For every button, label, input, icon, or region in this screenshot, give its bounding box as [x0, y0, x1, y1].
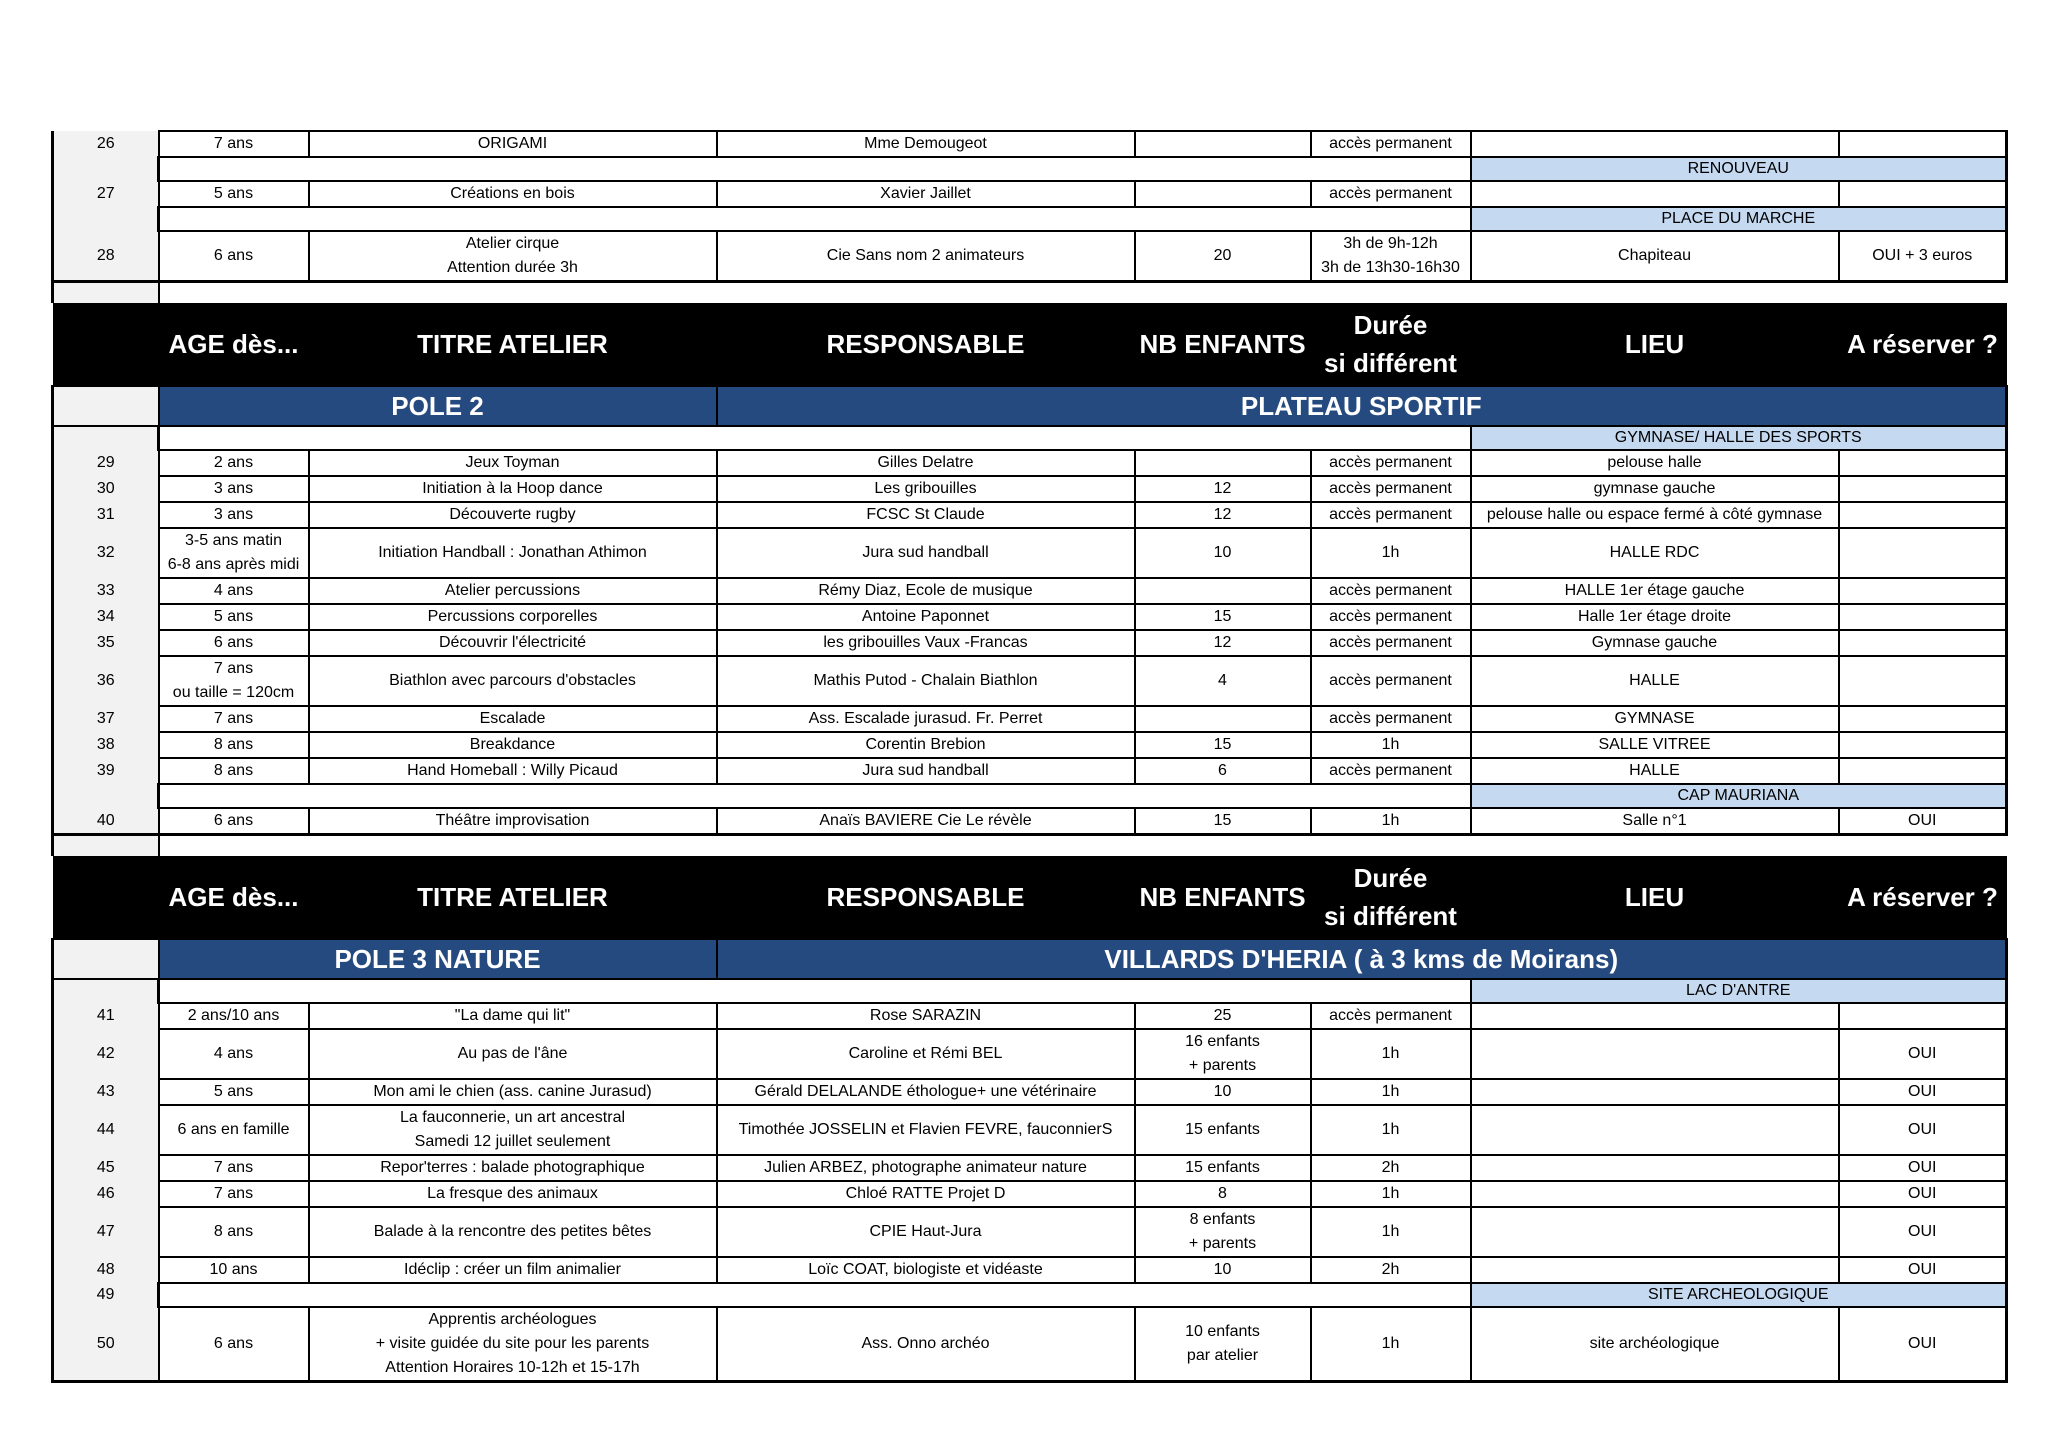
row-number-cell: 33: [53, 578, 159, 604]
age-cell: 6 ans: [159, 808, 309, 835]
duree-cell: accès permanent: [1311, 1003, 1471, 1029]
header-duree: Durée si différent: [1311, 856, 1471, 939]
age-cell: 3 ans: [159, 476, 309, 502]
age-cell: 3-5 ans matin 6-8 ans après midi: [159, 528, 309, 578]
separator-cell: [159, 282, 2007, 304]
lieu-cell: SALLE VITREE: [1471, 732, 1839, 758]
reserver-cell: [1839, 476, 2007, 502]
responsable-cell: Mathis Putod - Chalain Biathlon: [717, 656, 1135, 706]
duree-cell: 2h: [1311, 1155, 1471, 1181]
titre-cell: Mon ami le chien (ass. canine Jurasud): [309, 1079, 717, 1105]
nb-enfants-cell: [1135, 706, 1311, 732]
duree-cell: accès permanent: [1311, 758, 1471, 784]
sub-location-row: [53, 1283, 2007, 1307]
lieu-cell: site archéologique: [1471, 1307, 1839, 1382]
activity-row: [53, 1029, 2007, 1079]
row-number-cell: [53, 979, 159, 1003]
age-cell: 7 ans: [159, 706, 309, 732]
titre-cell: Balade à la rencontre des petites bêtes: [309, 1207, 717, 1257]
duree-cell: 1h: [1311, 808, 1471, 835]
row-number-cell: 44: [53, 1105, 159, 1155]
row-number-cell: 46: [53, 1181, 159, 1207]
titre-cell: Apprentis archéologues + visite guidée du site pour les parents Attention Horaires 10-12h et 15-17h: [309, 1307, 717, 1382]
header-duree: Durée si différent: [1311, 303, 1471, 386]
row-number-cell: 34: [53, 604, 159, 630]
lieu-cell: [1471, 1181, 1839, 1207]
responsable-cell: Mme Demougeot: [717, 131, 1135, 157]
activity-row: [53, 1181, 2007, 1207]
row-number-cell: 38: [53, 732, 159, 758]
row-number-cell: 49: [53, 1283, 159, 1307]
blank-cell: [159, 979, 1471, 1003]
activity-row: [53, 1105, 2007, 1155]
responsable-cell: Corentin Brebion: [717, 732, 1135, 758]
responsable-cell: Caroline et Rémi BEL: [717, 1029, 1135, 1079]
header-block-2: [53, 835, 2007, 980]
nb-enfants-cell: 12: [1135, 630, 1311, 656]
separator-cell: [159, 835, 2007, 857]
row-number-cell: 35: [53, 630, 159, 656]
nb-enfants-cell: 25: [1135, 1003, 1311, 1029]
sub-location-row: [53, 207, 2007, 231]
row-number-cell: [53, 426, 159, 450]
age-cell: 10 ans: [159, 1257, 309, 1283]
pole2-name: POLE 2: [159, 386, 717, 426]
row-number-cell: 30: [53, 476, 159, 502]
nb-enfants-cell: 4: [1135, 656, 1311, 706]
pole-title-row: [53, 939, 2007, 979]
titre-cell: Hand Homeball : Willy Picaud: [309, 758, 717, 784]
responsable-cell: Anaïs BAVIERE Cie Le révèle: [717, 808, 1135, 835]
titre-cell: Créations en bois: [309, 181, 717, 207]
column-header-row: [53, 303, 2007, 386]
row-number-cell: [53, 157, 159, 181]
lieu-cell: HALLE: [1471, 656, 1839, 706]
titre-cell: La fresque des animaux: [309, 1181, 717, 1207]
reserver-cell: OUI: [1839, 1257, 2007, 1283]
reserver-cell: OUI: [1839, 808, 2007, 835]
age-cell: 5 ans: [159, 181, 309, 207]
nb-enfants-cell: 8 enfants + parents: [1135, 1207, 1311, 1257]
age-cell: 8 ans: [159, 1207, 309, 1257]
duree-cell: 1h: [1311, 1307, 1471, 1382]
titre-cell: Atelier cirque Attention durée 3h: [309, 231, 717, 282]
activity-row: [53, 758, 2007, 784]
header-lieu: LIEU: [1471, 856, 1839, 939]
lieu-cell: [1471, 1105, 1839, 1155]
duree-cell: accès permanent: [1311, 630, 1471, 656]
duree-cell: accès permanent: [1311, 502, 1471, 528]
sub-location-label: PLACE DU MARCHE: [1471, 207, 2007, 231]
titre-cell: "La dame qui lit": [309, 1003, 717, 1029]
nb-enfants-cell: [1135, 450, 1311, 476]
pole2-section: [53, 426, 2007, 835]
pole3-section: [53, 979, 2007, 1382]
reserver-cell: OUI: [1839, 1181, 2007, 1207]
lieu-cell: GYMNASE: [1471, 706, 1839, 732]
age-cell: 5 ans: [159, 604, 309, 630]
nb-enfants-cell: [1135, 181, 1311, 207]
pole2-location: PLATEAU SPORTIF: [717, 386, 2007, 426]
nb-enfants-cell: 15 enfants: [1135, 1155, 1311, 1181]
titre-cell: Jeux Toyman: [309, 450, 717, 476]
nb-enfants-cell: [1135, 131, 1311, 157]
duree-cell: 1h: [1311, 1029, 1471, 1079]
sub-location-row: [53, 426, 2007, 450]
row-number-cell: [53, 939, 159, 979]
titre-cell: Au pas de l'âne: [309, 1029, 717, 1079]
reserver-cell: OUI: [1839, 1307, 2007, 1382]
activity-row: [53, 1079, 2007, 1105]
header-number-cell: [53, 303, 159, 386]
header-nb-enfants: NB ENFANTS: [1135, 856, 1311, 939]
reserver-cell: [1839, 706, 2007, 732]
schedule-table: [51, 130, 2008, 1383]
duree-cell: 1h: [1311, 528, 1471, 578]
lieu-cell: [1471, 1029, 1839, 1079]
duree-cell: 1h: [1311, 732, 1471, 758]
age-cell: 7 ans: [159, 131, 309, 157]
activity-row: [53, 476, 2007, 502]
row-number-cell: 47: [53, 1207, 159, 1257]
activity-row: [53, 450, 2007, 476]
age-cell: 8 ans: [159, 758, 309, 784]
responsable-cell: Julien ARBEZ, photographe animateur nature: [717, 1155, 1135, 1181]
nb-enfants-cell: 15: [1135, 604, 1311, 630]
reserver-cell: [1839, 1003, 2007, 1029]
lieu-cell: HALLE: [1471, 758, 1839, 784]
pole-title-row: [53, 386, 2007, 426]
sub-location-label: SITE ARCHEOLOGIQUE: [1471, 1283, 2007, 1307]
pole1-tail-section: [53, 131, 2007, 282]
lieu-cell: gymnase gauche: [1471, 476, 1839, 502]
row-number-cell: 42: [53, 1029, 159, 1079]
column-header-row: [53, 856, 2007, 939]
activity-row: [53, 231, 2007, 282]
activity-row: [53, 1155, 2007, 1181]
activity-row: [53, 1307, 2007, 1382]
reserver-cell: OUI: [1839, 1029, 2007, 1079]
responsable-cell: Ass. Escalade jurasud. Fr. Perret: [717, 706, 1135, 732]
row-number-cell: 43: [53, 1079, 159, 1105]
age-cell: 4 ans: [159, 578, 309, 604]
header-lieu: LIEU: [1471, 303, 1839, 386]
nb-enfants-cell: 15 enfants: [1135, 1105, 1311, 1155]
lieu-cell: [1471, 1155, 1839, 1181]
activity-row: [53, 1257, 2007, 1283]
activity-row: [53, 502, 2007, 528]
titre-cell: ORIGAMI: [309, 131, 717, 157]
activity-row: [53, 706, 2007, 732]
responsable-cell: Xavier Jaillet: [717, 181, 1135, 207]
lieu-cell: Gymnase gauche: [1471, 630, 1839, 656]
row-number-cell: 41: [53, 1003, 159, 1029]
responsable-cell: CPIE Haut-Jura: [717, 1207, 1135, 1257]
nb-enfants-cell: 12: [1135, 476, 1311, 502]
reserver-cell: OUI: [1839, 1079, 2007, 1105]
nb-enfants-cell: 12: [1135, 502, 1311, 528]
row-number-cell: 28: [53, 231, 159, 282]
header-reserver: A réserver ?: [1839, 856, 2007, 939]
row-number-cell: 37: [53, 706, 159, 732]
header-age: AGE dès...: [159, 856, 309, 939]
responsable-cell: Antoine Paponnet: [717, 604, 1135, 630]
titre-cell: Idéclip : créer un film animalier: [309, 1257, 717, 1283]
duree-cell: 2h: [1311, 1257, 1471, 1283]
reserver-cell: [1839, 502, 2007, 528]
activity-row: [53, 732, 2007, 758]
activity-row: [53, 181, 2007, 207]
responsable-cell: les gribouilles Vaux -Francas: [717, 630, 1135, 656]
sub-location-row: [53, 784, 2007, 808]
nb-enfants-cell: 20: [1135, 231, 1311, 282]
row-number-cell: 26: [53, 131, 159, 157]
duree-cell: accès permanent: [1311, 578, 1471, 604]
blank-cell: [159, 784, 1471, 808]
titre-cell: Initiation à la Hoop dance: [309, 476, 717, 502]
sub-location-label: RENOUVEAU: [1471, 157, 2007, 181]
lieu-cell: Halle 1er étage droite: [1471, 604, 1839, 630]
responsable-cell: Loïc COAT, biologiste et vidéaste: [717, 1257, 1135, 1283]
lieu-cell: Salle n°1: [1471, 808, 1839, 835]
responsable-cell: Chloé RATTE Projet D: [717, 1181, 1135, 1207]
nb-enfants-cell: [1135, 578, 1311, 604]
reserver-cell: [1839, 450, 2007, 476]
duree-cell: 1h: [1311, 1181, 1471, 1207]
age-cell: 6 ans: [159, 1307, 309, 1382]
activity-row: [53, 131, 2007, 157]
blank-cell: [159, 426, 1471, 450]
nb-enfants-cell: 15: [1135, 732, 1311, 758]
reserver-cell: [1839, 630, 2007, 656]
separator-row: [53, 835, 2007, 857]
row-number-cell: 29: [53, 450, 159, 476]
nb-enfants-cell: 10 enfants par atelier: [1135, 1307, 1311, 1382]
header-age: AGE dès...: [159, 303, 309, 386]
lieu-cell: [1471, 1257, 1839, 1283]
activity-row: [53, 808, 2007, 835]
schedule-sheet: [51, 130, 2005, 1383]
row-number-cell: 40: [53, 808, 159, 835]
reserver-cell: OUI: [1839, 1207, 2007, 1257]
age-cell: 6 ans en famille: [159, 1105, 309, 1155]
age-cell: 6 ans: [159, 231, 309, 282]
blank-cell: [159, 157, 1471, 181]
age-cell: 7 ans ou taille = 120cm: [159, 656, 309, 706]
titre-cell: Percussions corporelles: [309, 604, 717, 630]
sub-location-label: CAP MAURIANA: [1471, 784, 2007, 808]
header-reserver: A réserver ?: [1839, 303, 2007, 386]
lieu-cell: [1471, 131, 1839, 157]
lieu-cell: [1471, 181, 1839, 207]
titre-cell: Initiation Handball : Jonathan Athimon: [309, 528, 717, 578]
reserver-cell: [1839, 181, 2007, 207]
responsable-cell: Rémy Diaz, Ecole de musique: [717, 578, 1135, 604]
titre-cell: La fauconnerie, un art ancestral Samedi 12 juillet seulement: [309, 1105, 717, 1155]
pole3-name: POLE 3 NATURE: [159, 939, 717, 979]
titre-cell: Breakdance: [309, 732, 717, 758]
duree-cell: accès permanent: [1311, 656, 1471, 706]
reserver-cell: [1839, 578, 2007, 604]
reserver-cell: OUI: [1839, 1105, 2007, 1155]
activity-row: [53, 578, 2007, 604]
row-number-cell: [53, 835, 159, 857]
titre-cell: Repor'terres : balade photographique: [309, 1155, 717, 1181]
row-number-cell: [53, 784, 159, 808]
duree-cell: accès permanent: [1311, 604, 1471, 630]
row-number-cell: 27: [53, 181, 159, 207]
titre-cell: Atelier percussions: [309, 578, 717, 604]
reserver-cell: [1839, 528, 2007, 578]
duree-cell: accès permanent: [1311, 706, 1471, 732]
activity-row: [53, 1003, 2007, 1029]
lieu-cell: [1471, 1079, 1839, 1105]
responsable-cell: Gilles Delatre: [717, 450, 1135, 476]
responsable-cell: Timothée JOSSELIN et Flavien FEVRE, fauconnierS: [717, 1105, 1135, 1155]
activity-row: [53, 630, 2007, 656]
duree-cell: accès permanent: [1311, 476, 1471, 502]
responsable-cell: Les gribouilles: [717, 476, 1135, 502]
sub-location-label: GYMNASE/ HALLE DES SPORTS: [1471, 426, 2007, 450]
lieu-cell: pelouse halle ou espace fermé à côté gymnase: [1471, 502, 1839, 528]
header-block-1: [53, 282, 2007, 427]
nb-enfants-cell: 6: [1135, 758, 1311, 784]
responsable-cell: Jura sud handball: [717, 528, 1135, 578]
titre-cell: Théâtre improvisation: [309, 808, 717, 835]
row-number-cell: [53, 386, 159, 426]
header-responsable: RESPONSABLE: [717, 856, 1135, 939]
sub-location-row: [53, 979, 2007, 1003]
header-titre: TITRE ATELIER: [309, 856, 717, 939]
titre-cell: Découvrir l'électricité: [309, 630, 717, 656]
age-cell: 6 ans: [159, 630, 309, 656]
sub-location-label: LAC D'ANTRE: [1471, 979, 2007, 1003]
separator-row: [53, 282, 2007, 304]
nb-enfants-cell: 15: [1135, 808, 1311, 835]
responsable-cell: Cie Sans nom 2 animateurs: [717, 231, 1135, 282]
duree-cell: 1h: [1311, 1105, 1471, 1155]
reserver-cell: [1839, 758, 2007, 784]
reserver-cell: OUI + 3 euros: [1839, 231, 2007, 282]
lieu-cell: HALLE RDC: [1471, 528, 1839, 578]
header-responsable: RESPONSABLE: [717, 303, 1135, 386]
row-number-cell: 36: [53, 656, 159, 706]
age-cell: 2 ans: [159, 450, 309, 476]
titre-cell: Découverte rugby: [309, 502, 717, 528]
titre-cell: Biathlon avec parcours d'obstacles: [309, 656, 717, 706]
activity-row: [53, 656, 2007, 706]
age-cell: 2 ans/10 ans: [159, 1003, 309, 1029]
nb-enfants-cell: 16 enfants + parents: [1135, 1029, 1311, 1079]
header-titre: TITRE ATELIER: [309, 303, 717, 386]
activity-row: [53, 528, 2007, 578]
responsable-cell: Jura sud handball: [717, 758, 1135, 784]
header-number-cell: [53, 856, 159, 939]
row-number-cell: 45: [53, 1155, 159, 1181]
sub-location-row: [53, 157, 2007, 181]
blank-cell: [159, 1283, 1471, 1307]
age-cell: 5 ans: [159, 1079, 309, 1105]
lieu-cell: Chapiteau: [1471, 231, 1839, 282]
nb-enfants-cell: 10: [1135, 1257, 1311, 1283]
age-cell: 7 ans: [159, 1155, 309, 1181]
duree-cell: accès permanent: [1311, 131, 1471, 157]
duree-cell: accès permanent: [1311, 181, 1471, 207]
duree-cell: 1h: [1311, 1079, 1471, 1105]
row-number-cell: 31: [53, 502, 159, 528]
lieu-cell: HALLE 1er étage gauche: [1471, 578, 1839, 604]
lieu-cell: pelouse halle: [1471, 450, 1839, 476]
row-number-cell: [53, 282, 159, 304]
duree-cell: 1h: [1311, 1207, 1471, 1257]
responsable-cell: FCSC St Claude: [717, 502, 1135, 528]
reserver-cell: [1839, 656, 2007, 706]
row-number-cell: 50: [53, 1307, 159, 1382]
row-number-cell: 39: [53, 758, 159, 784]
nb-enfants-cell: 10: [1135, 1079, 1311, 1105]
age-cell: 4 ans: [159, 1029, 309, 1079]
duree-cell: 3h de 9h-12h 3h de 13h30-16h30: [1311, 231, 1471, 282]
age-cell: 7 ans: [159, 1181, 309, 1207]
pole3-location: VILLARDS D'HERIA ( à 3 kms de Moirans): [717, 939, 2007, 979]
row-number-cell: [53, 207, 159, 231]
age-cell: 3 ans: [159, 502, 309, 528]
row-number-cell: 32: [53, 528, 159, 578]
header-nb-enfants: NB ENFANTS: [1135, 303, 1311, 386]
lieu-cell: [1471, 1003, 1839, 1029]
responsable-cell: Gérald DELALANDE éthologue+ une vétérinaire: [717, 1079, 1135, 1105]
reserver-cell: [1839, 604, 2007, 630]
reserver-cell: [1839, 732, 2007, 758]
titre-cell: Escalade: [309, 706, 717, 732]
nb-enfants-cell: 10: [1135, 528, 1311, 578]
responsable-cell: Ass. Onno archéo: [717, 1307, 1135, 1382]
responsable-cell: Rose SARAZIN: [717, 1003, 1135, 1029]
reserver-cell: [1839, 131, 2007, 157]
activity-row: [53, 1207, 2007, 1257]
activity-row: [53, 604, 2007, 630]
age-cell: 8 ans: [159, 732, 309, 758]
lieu-cell: [1471, 1207, 1839, 1257]
blank-cell: [159, 207, 1471, 231]
nb-enfants-cell: 8: [1135, 1181, 1311, 1207]
reserver-cell: OUI: [1839, 1155, 2007, 1181]
duree-cell: accès permanent: [1311, 450, 1471, 476]
row-number-cell: 48: [53, 1257, 159, 1283]
